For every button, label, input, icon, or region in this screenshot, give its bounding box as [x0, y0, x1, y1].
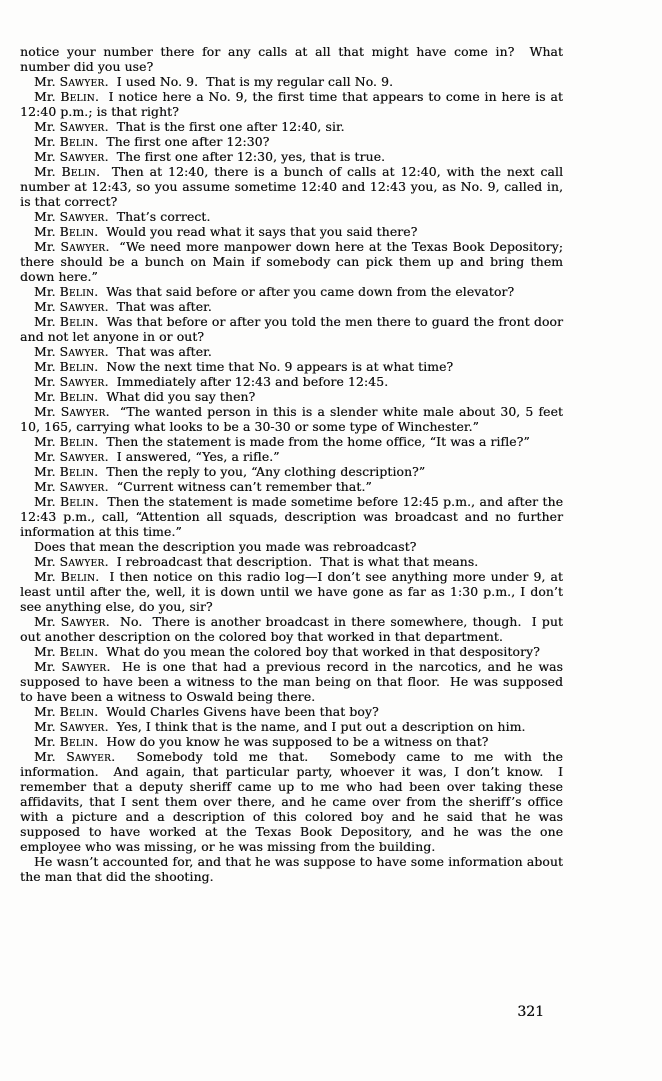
speaker-name: Mr. Sawyer.: [34, 554, 117, 569]
speaker-name: Mr. Sawyer.: [34, 299, 117, 314]
speaker-name: Mr. Belin.: [34, 494, 108, 509]
transcript-paragraph: Mr. Belin. Then the statement is made from the home office, “It was a rifle?”: [34, 434, 530, 449]
speaker-name: Mr. Belin.: [34, 224, 107, 239]
transcript-paragraph: Mr. Sawyer. “The wanted person in this is a slender white male about 30, 5 feet 10, 165, carrying what looks to be a 30-30 or some type of Winchester.”: [20, 404, 563, 434]
speaker-name: Mr. Sawyer.: [34, 749, 137, 764]
transcript-paragraph: Mr. Sawyer. I answered, “Yes, a rifle.”: [34, 449, 280, 464]
transcript-paragraph: Mr. Belin. The first one after 12:30?: [34, 134, 270, 149]
transcript-paragraph: Mr. Sawyer. That’s correct.: [34, 209, 211, 224]
transcript-paragraph: Mr. Belin. I then notice on this radio log—I don’t see anything more under 9, at least until after the, well, it is down until we have gone as far as 1:30 p.m., I don’t see anything else, do you, sir?: [20, 569, 564, 614]
transcript-paragraph: Mr. Sawyer. “We need more manpower down here at the Texas Book Depository; there should be a bunch on Main if somebody can pick them up and bring them down here.”: [20, 239, 563, 284]
transcript-paragraph: Mr. Belin. Then the statement is made sometime before 12:45 p.m., and after the 12:43 p.m., call, “Attention all squads, description was broadcast and no further information at this time.”: [20, 494, 563, 539]
speaker-name: Mr. Sawyer.: [34, 119, 117, 134]
speaker-name: Mr. Belin.: [34, 464, 107, 479]
speaker-name: Mr. Belin.: [34, 314, 107, 329]
speaker-name: Mr. Belin.: [34, 644, 107, 659]
speaker-name: Mr. Sawyer.: [34, 614, 120, 629]
transcript-paragraph: Mr. Belin. Would Charles Givens have been that boy?: [34, 704, 379, 719]
speaker-name: Mr. Belin.: [34, 389, 107, 404]
speaker-name: Mr. Sawyer.: [34, 149, 117, 164]
transcript-paragraph: notice your number there for any calls at all that might have come in? What number did you use?: [20, 44, 563, 74]
transcript-paragraph: Mr. Sawyer. No. There is another broadcast in there somewhere, though. I put out another description on the colored boy that worked in that department.: [20, 614, 563, 644]
speaker-name: Mr. Sawyer.: [34, 719, 117, 734]
transcript-paragraph: Mr. Sawyer. The first one after 12:30, yes, that is true.: [34, 149, 386, 164]
speaker-name: Mr. Sawyer.: [34, 239, 120, 254]
transcript-paragraph: Mr. Sawyer. That is the first one after 12:40, sir.: [34, 119, 345, 134]
transcript-paragraph: Mr. Sawyer. I used No. 9. That is my regular call No. 9.: [34, 74, 394, 89]
speaker-name: Mr. Sawyer.: [34, 404, 120, 419]
speaker-name: Mr. Belin.: [34, 359, 107, 374]
transcript-paragraph: Mr. Sawyer. That was after.: [34, 344, 212, 359]
transcript-paragraph: Mr. Belin. How do you know he was supposed to be a witness on that?: [34, 734, 489, 749]
speaker-name: Mr. Sawyer.: [34, 344, 117, 359]
transcript-paragraph: Mr. Sawyer. “Current witness can’t remember that.”: [34, 479, 372, 494]
transcript: [20, 44, 563, 884]
speaker-name: Mr. Belin.: [34, 734, 107, 749]
transcript-paragraph: Mr. Belin. Then at 12:40, there is a bunch of calls at 12:40, with the next call number at 12:43, so you assume sometime 12:40 and 12:43 you, as No. 9, called in, is that correct?: [20, 164, 564, 209]
transcript-paragraph: He wasn’t accounted for, and that he was suppose to have some information about the man that did the shooting.: [20, 854, 563, 884]
speaker-name: Mr. Belin.: [34, 434, 107, 449]
page-number: 321: [517, 1004, 544, 1020]
transcript-paragraph: Mr. Belin. What do you mean the colored boy that worked in that despository?: [34, 644, 540, 659]
transcript-paragraph: Mr. Belin. I notice here a No. 9, the first time that appears to come in here is at 12:40 p.m.; is that right?: [20, 89, 563, 119]
speaker-name: Mr. Belin.: [34, 569, 110, 584]
speaker-name: Mr. Sawyer.: [34, 479, 117, 494]
speaker-name: Mr. Sawyer.: [34, 74, 117, 89]
transcript-paragraph: Does that mean the description you made was rebroadcast?: [34, 539, 417, 554]
transcript-paragraph: Mr. Belin. Was that said before or after you came down from the elevator?: [34, 284, 515, 299]
transcript-paragraph: Mr. Belin. Was that before or after you told the men there to guard the front door and not let anyone in or out?: [20, 314, 564, 344]
speaker-name: Mr. Belin.: [34, 704, 107, 719]
speaker-name: Mr. Sawyer.: [34, 449, 117, 464]
speaker-name: Mr. Sawyer.: [34, 374, 117, 389]
transcript-paragraph: Mr. Sawyer. Immediately after 12:43 and before 12:45.: [34, 374, 389, 389]
transcript-paragraph: Mr. Belin. Now the next time that No. 9 appears is at what time?: [34, 359, 454, 374]
transcript-paragraph: Mr. Belin. Would you read what it says that you said there?: [34, 224, 418, 239]
transcript-paragraph: Mr. Sawyer. He is one that had a previous record in the narcotics, and he was supposed to have been a witness to the man being on that floor. He was supposed to have been a witness to Oswald being there.: [20, 659, 563, 704]
speaker-name: Mr. Belin.: [34, 89, 109, 104]
transcript-paragraph: Mr. Belin. What did you say then?: [34, 389, 256, 404]
speaker-name: Mr. Belin.: [34, 134, 107, 149]
transcript-paragraph: Mr. Sawyer. Somebody told me that. Somebody came to me with the information. And again, that particular party, whoever it was, I don’t know. I remember that a deputy sheriff came up to me who had been over taking these affidavits, that I sent them over there, and he came over from the sheriff’s office with a picture and a description of this colored boy and he said that he was supposed to have worked at the Texas Book Depository, and he was the one employee who was missing, or he was missing from the building.: [20, 749, 563, 854]
speaker-name: Mr. Sawyer.: [34, 209, 117, 224]
transcript-paragraph: Mr. Sawyer. I rebroadcast that description. That is what that means.: [34, 554, 479, 569]
speaker-name: Mr. Belin.: [34, 164, 112, 179]
speaker-name: Mr. Sawyer.: [34, 659, 123, 674]
speaker-name: Mr. Belin.: [34, 284, 107, 299]
transcript-paragraph: Mr. Sawyer. Yes, I think that is the name, and I put out a description on him.: [34, 719, 526, 734]
transcript-paragraph: Mr. Sawyer. That was after.: [34, 299, 212, 314]
transcript-paragraph: Mr. Belin. Then the reply to you, “Any clothing description?”: [34, 464, 426, 479]
